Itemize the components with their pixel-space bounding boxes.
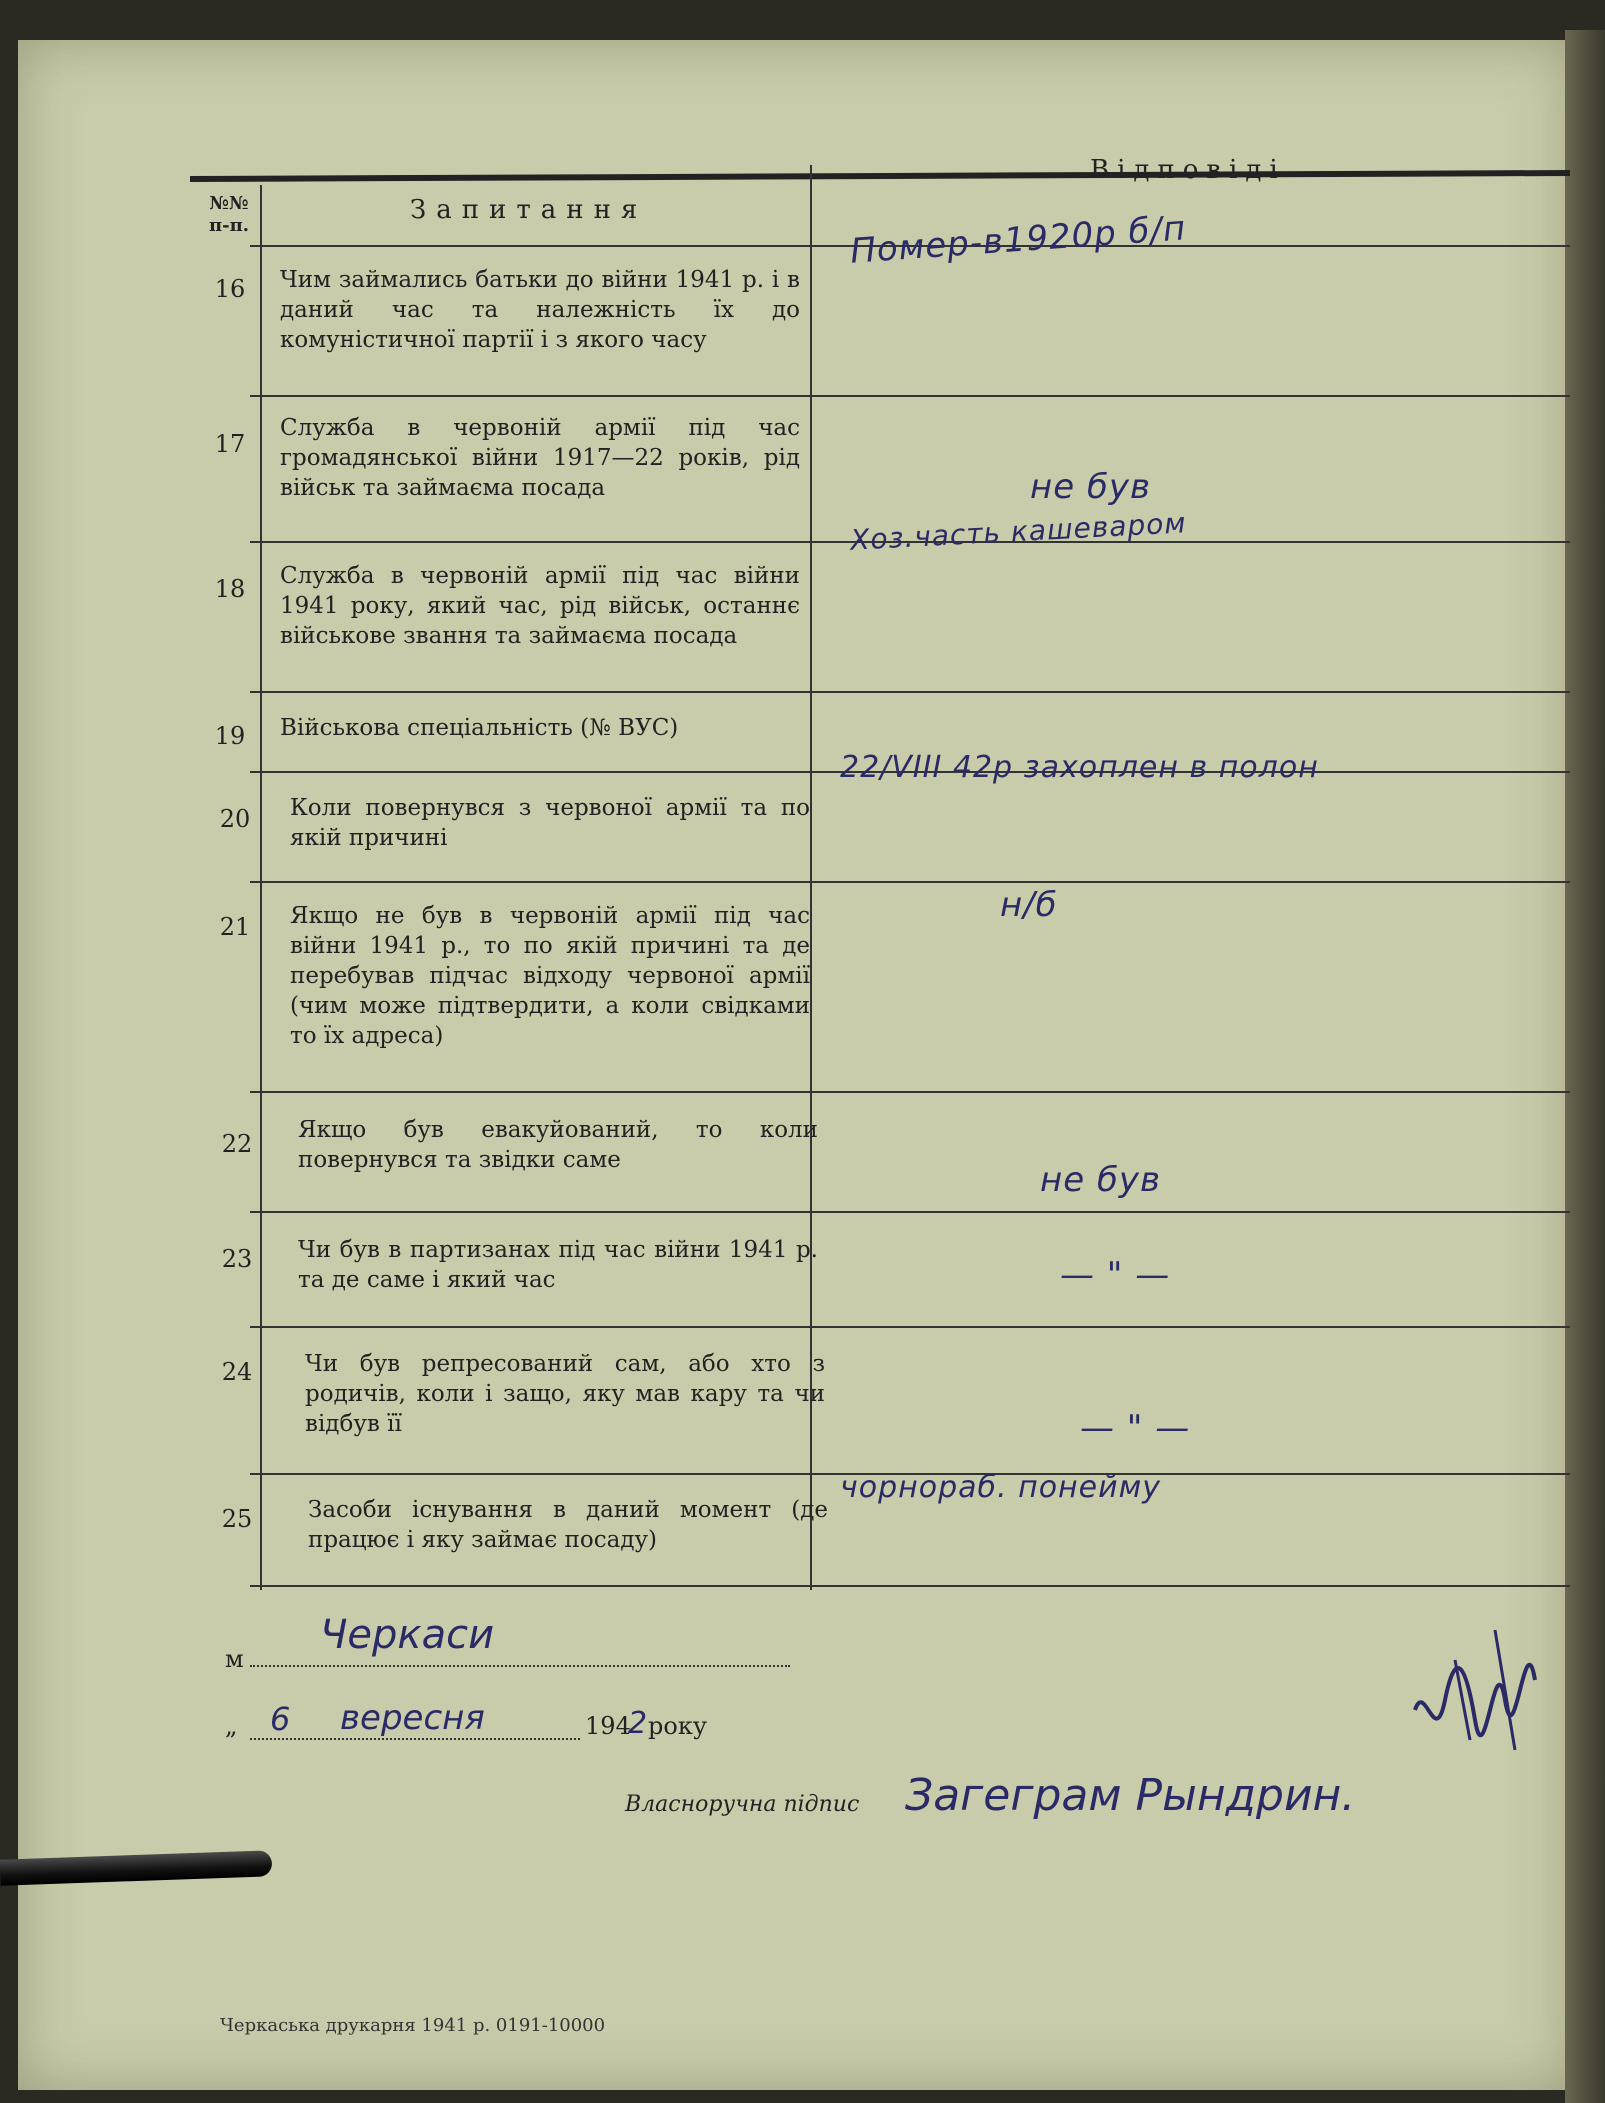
answer-handwritten: 22/VIII 42р захоплен в полон bbox=[840, 750, 1319, 785]
signature-handwritten: Загеграм Рындрин. bbox=[905, 1770, 1356, 1821]
question-text: Засоби існування в даний момент (де працює і яку займає посаду) bbox=[308, 1497, 828, 1553]
row-divider bbox=[250, 395, 1570, 397]
row-divider bbox=[250, 691, 1570, 693]
city-handwritten: Черкаси bbox=[320, 1612, 495, 1658]
date-line bbox=[250, 1738, 580, 1740]
questionnaire-table bbox=[170, 145, 1570, 1590]
printer-footer: Черкаська друкарня 1941 р. 0191-10000 bbox=[220, 2015, 606, 2036]
question-text: Коли повернувся з червоної армії та по якій причині bbox=[290, 795, 810, 851]
question-text: Якщо не був в червоній армії під час війни 1941 р., то по якій причині та де перебував підчас відходу червоної армії (чим може підтвердити, а коли свідками то їх адреса) bbox=[290, 903, 810, 1049]
question-text: Якщо був евакуйований, то коли повернувся та звідки саме bbox=[298, 1117, 818, 1173]
city-prefix: м bbox=[225, 1645, 244, 1673]
year-suffix-handwritten: 2 bbox=[628, 1706, 648, 1741]
row-divider bbox=[250, 881, 1570, 883]
row-number: 21 bbox=[219, 913, 251, 941]
answer-handwritten: Помер-в1920р б/п bbox=[849, 208, 1188, 272]
page-edge bbox=[1565, 30, 1605, 2103]
city-line bbox=[250, 1665, 790, 1667]
answer-handwritten: Хоз.часть кашеваром bbox=[849, 506, 1188, 557]
row-divider bbox=[250, 1326, 1570, 1328]
question-text: Чи був репресований сам, або хто з родичів, коли і защо, яку мав кару та чи відбув її bbox=[305, 1351, 825, 1437]
number-header: №№ п-п. bbox=[208, 193, 250, 236]
date-quote-open: „ bbox=[225, 1712, 238, 1740]
answer-handwritten: не був bbox=[1040, 1160, 1162, 1200]
signature-label: Власноручна підпис bbox=[625, 1792, 860, 1817]
row-number: 25 bbox=[221, 1505, 253, 1533]
answer-handwritten: чорнораб. понейму bbox=[840, 1470, 1162, 1505]
date-day: 6 bbox=[270, 1700, 291, 1738]
year-prefix: 194 bbox=[585, 1712, 631, 1740]
row-number: 16 bbox=[214, 275, 246, 303]
date-month: вересня bbox=[340, 1698, 485, 1738]
header-rule bbox=[190, 170, 1570, 182]
answer-handwritten: — " — bbox=[1080, 1408, 1191, 1448]
row-number: 22 bbox=[221, 1130, 253, 1158]
question-text: Військова спеціальність (№ ВУС) bbox=[280, 715, 679, 741]
answer-handwritten: н/б bbox=[1000, 885, 1058, 925]
question-text: Чи був в партизанах під час війни 1941 р. та де саме і який час bbox=[298, 1237, 818, 1293]
questions-header: Запитання bbox=[410, 195, 648, 225]
row-divider bbox=[250, 1211, 1570, 1213]
row-number: 17 bbox=[214, 430, 246, 458]
question-text: Служба в червоній армії під час громадянської війни 1917—22 років, рід військ та займаєма посада bbox=[280, 415, 800, 501]
row-divider bbox=[250, 1091, 1570, 1093]
row-number: 19 bbox=[214, 722, 246, 750]
row-divider bbox=[250, 1585, 1570, 1587]
row-number: 18 bbox=[214, 575, 246, 603]
row-number: 20 bbox=[219, 805, 251, 833]
row-number: 23 bbox=[221, 1245, 253, 1273]
date-suffix: року bbox=[648, 1712, 707, 1740]
answer-handwritten: не був bbox=[1030, 467, 1152, 507]
question-text: Служба в червоній армії під час війни 1941 року, який час, рід військ, останнє військове звання та займаєма посада bbox=[280, 563, 800, 649]
answer-handwritten: — " — bbox=[1060, 1255, 1171, 1295]
row-number: 24 bbox=[221, 1358, 253, 1386]
answers-header: Відповіді bbox=[1090, 155, 1286, 185]
official-signature-mark bbox=[1395, 1600, 1545, 1760]
question-text: Чим займались батьки до війни 1941 р. і в даний час та належність їх до комуністичної партії і з якого часу bbox=[280, 267, 800, 353]
